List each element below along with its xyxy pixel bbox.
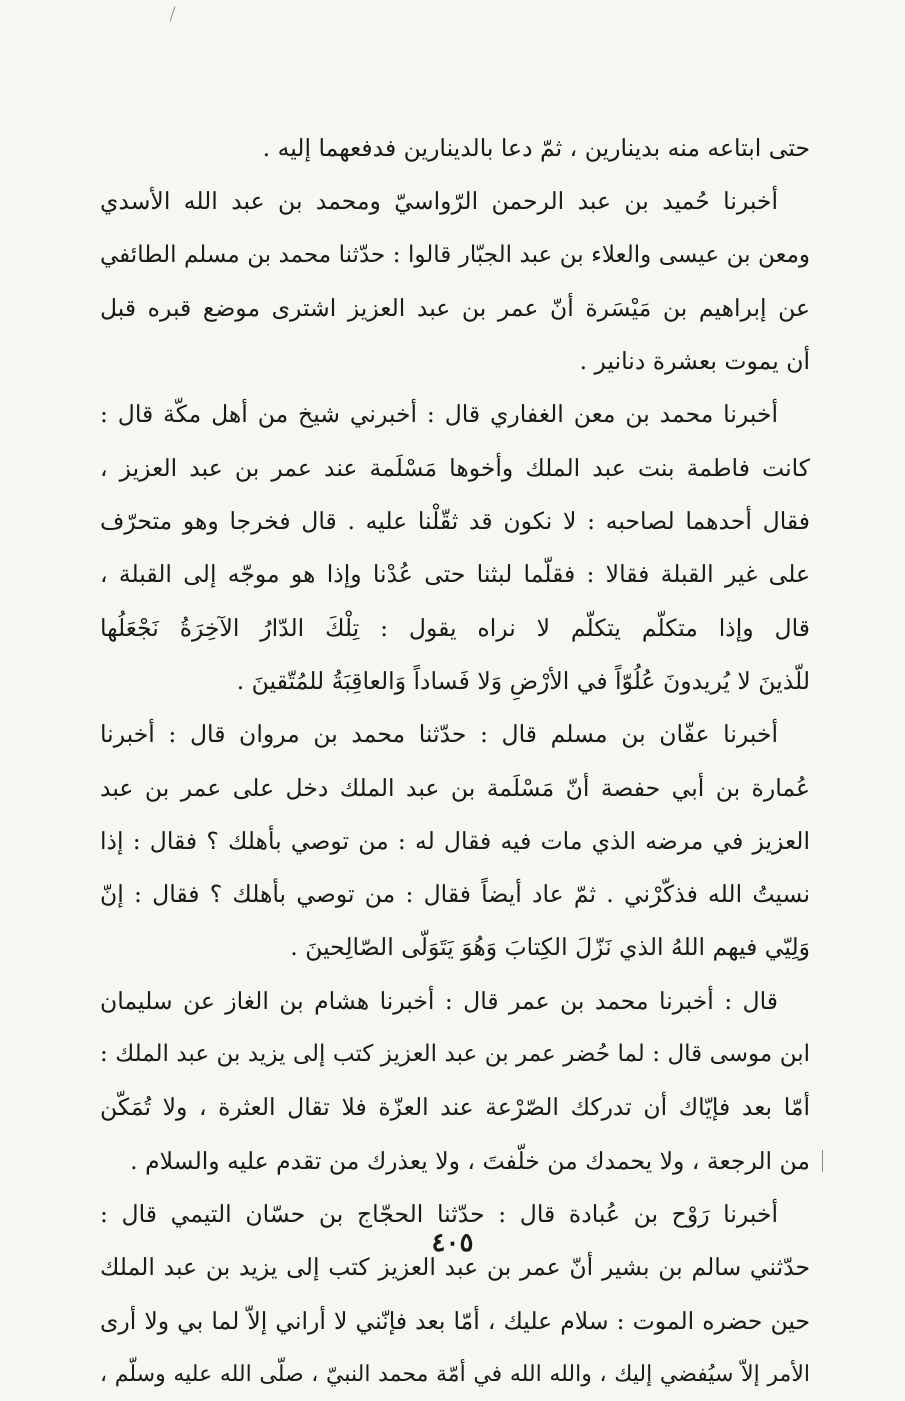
text-line: أخبرنا عفّان بن مسلم قال : حدّثنا محمد بن مروان قال : أخبرنا: [100, 720, 778, 749]
margin-mark: [170, 6, 176, 22]
text-line: أمّا بعد فإيّاك أن تدركك الصّرْعة عند العزّة فلا تقال العثرة ، ولا تُمَكّن: [100, 1093, 810, 1122]
text-line: أن يموت بعشرة دنانير .: [579, 347, 810, 376]
text-line: الأمر إلاّ سيُفضي إليك ، والله الله في أمّة محمد النبيّ ، صلّى الله عليه وسلّم ،: [100, 1361, 810, 1387]
text-line: أخبرنا رَوْح بن عُبادة قال : حدّثنا الحجّاج بن حسّان التيمي قال :: [100, 1199, 778, 1228]
margin-mark: [822, 1150, 823, 1172]
text-line: حدّثني سالم بن بشير أنّ عمر بن عبد العزيز كتب إلى يزيد بن عبد الملك: [100, 1253, 810, 1282]
text-line: أخبرنا حُميد بن عبد الرحمن الرّواسيّ ومحمد بن عبد الله الأسدي: [100, 187, 778, 216]
page-number: ٤٠٥: [431, 1228, 474, 1258]
text-line: ومعن بن عيسى والعلاء بن عبد الجبّار قالوا : حدّثنا محمد بن مسلم الطائفي: [100, 241, 810, 268]
text-line: فقال أحدهما لصاحبه : لا نكون قد ثقّلْنا عليه . قال فخرجا وهو متحرّف: [100, 507, 810, 536]
text-line: عن إبراهيم بن مَيْسَرة أنّ عمر بن عبد العزيز اشترى موضع قبره قبل: [100, 293, 810, 322]
text-line: عُمارة بن أبي حفصة أنّ مَسْلَمة بن عبد الملك دخل على عمر بن عبد: [100, 773, 810, 802]
text-line: كانت فاطمة بنت عبد الملك وأخوها مَسْلَمة عند عمر بن عبد العزيز ،: [100, 453, 810, 482]
text-line: على غير القبلة فقالا : فقلّما لبثنا حتى عُدْنا وإذا هو موجّه إلى القبلة ،: [100, 560, 810, 589]
text-line: من الرجعة ، ولا يحمدك من خلّفتَ ، ولا يعذرك من تقدم عليه والسلام .: [130, 1146, 810, 1175]
page-text: [100, 122, 810, 1401]
text-line: نسيتُ الله فذكّرْني . ثمّ عاد أيضاً فقال : من توصي بأهلك ؟ فقال : إنّ: [100, 880, 810, 909]
text-line: حين حضره الموت : سلام عليك ، أمّا بعد فإنّني لا أراني إلاّ لما بي ولا أرى: [100, 1306, 810, 1335]
text-line: أخبرنا محمد بن معن الغفاري قال : أخبرني شيخ من أهل مكّة قال :: [100, 400, 778, 429]
text-line: قال وإذا متكلّم يتكلّم لا نراه يقول : تِلْكَ الدّارُ الآخِرَةُ نَجْعَلُها: [100, 613, 810, 642]
text-line: قال : أخبرنا محمد بن عمر قال : أخبرنا هشام بن الغاز عن سليمان: [100, 986, 778, 1015]
text-line: وَلِيّي فيهم اللهُ الذي نَزّلَ الكِتابَ وَهُوَ يَتَوَلّى الصّالِحينَ .: [290, 933, 810, 962]
text-line: حتى ابتاعه منه بدينارين ، ثمّ دعا بالدينارين فدفعهما إليه .: [262, 134, 810, 162]
text-line: للّذينَ لا يُريدونَ عُلُوّاً في الأرْضِ وَلا فَساداً وَالعاقِبَةُ للمُتّقينَ .: [236, 666, 810, 695]
text-line: ابن موسى قال : لما حُضر عمر بن عبد العزيز كتب إلى يزيد بن عبد الملك :: [100, 1041, 810, 1068]
text-line: العزيز في مرضه الذي مات فيه فقال له : من توصي بأهلك ؟ فقال : إذا: [100, 826, 810, 855]
